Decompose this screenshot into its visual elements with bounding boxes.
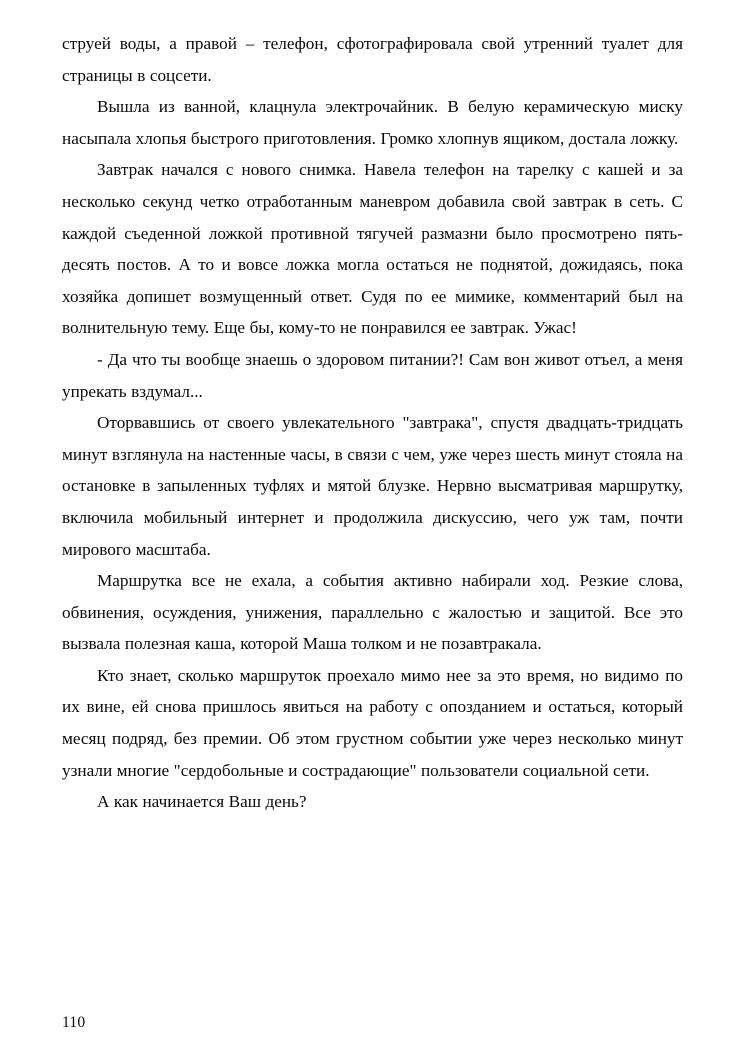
paragraph: Вышла из ванной, клацнула электрочайник. В белую керамическую миску насыпала хлопья быстрого приготовления. Громко хлопнув ящиком, достала ложку.	[62, 97, 683, 148]
page-number: 110	[62, 1014, 86, 1031]
paragraph-dialogue: - Да что ты вообще знаешь о здоровом питании?! Сам вон живот отъел, а меня упрекать вздумал...	[62, 349, 683, 401]
paragraph: Кто знает, сколько маршруток проехало мимо нее за это время, но видимо по их вине, ей снова пришлось явиться на работу с опозданием и остаться, который месяц подряд, без премии. Об этом грустном событии уже через несколько минут узнали многие "сердобольные и сострадающие" пользователи социальной сети.	[62, 665, 683, 780]
paragraph: струей воды, а правой – телефон, сфотографировала свой утренний туалет для страницы в соцсети.	[62, 34, 683, 85]
paragraph: Маршрутка все не ехала, а события активно набирали ход. Резкие слова, обвинения, осуждения, унижения, параллельно с жалостью и защитой. Все это вызвала полезная каша, которой Маша толком и не позавтракала.	[62, 571, 683, 654]
paragraph-closing-question: А как начинается Ваш день?	[97, 792, 307, 812]
paragraph: Завтрак начался с нового снимка. Навела телефон на тарелку с кашей и за несколько секунд четко отработанным маневром добавила свой завтрак в сеть. С каждой съеденной ложкой противной тягучей размазни было просмотрено пять-десять постов. А то и вовсе ложка могла остаться не поднятой, дожидаясь, пока хозяйка допишет возмущенный ответ. Судя по ее мимике, комментарий был на волнительную тему. Еще бы, кому-то не понравился ее завтрак. Ужас!	[62, 160, 683, 338]
body-text-column	[62, 28, 683, 818]
paragraph: Оторвавшись от своего увлекательного "завтрака", спустя двадцать-тридцать минут взглянула на настенные часы, в связи с чем, уже через шесть минут стояла на остановке в запыленных туфлях и мятой блузке. Нервно высматривая маршрутку, включила мобильный интернет и продолжила дискуссию, чего уж там, почти мирового масштаба.	[62, 413, 683, 559]
